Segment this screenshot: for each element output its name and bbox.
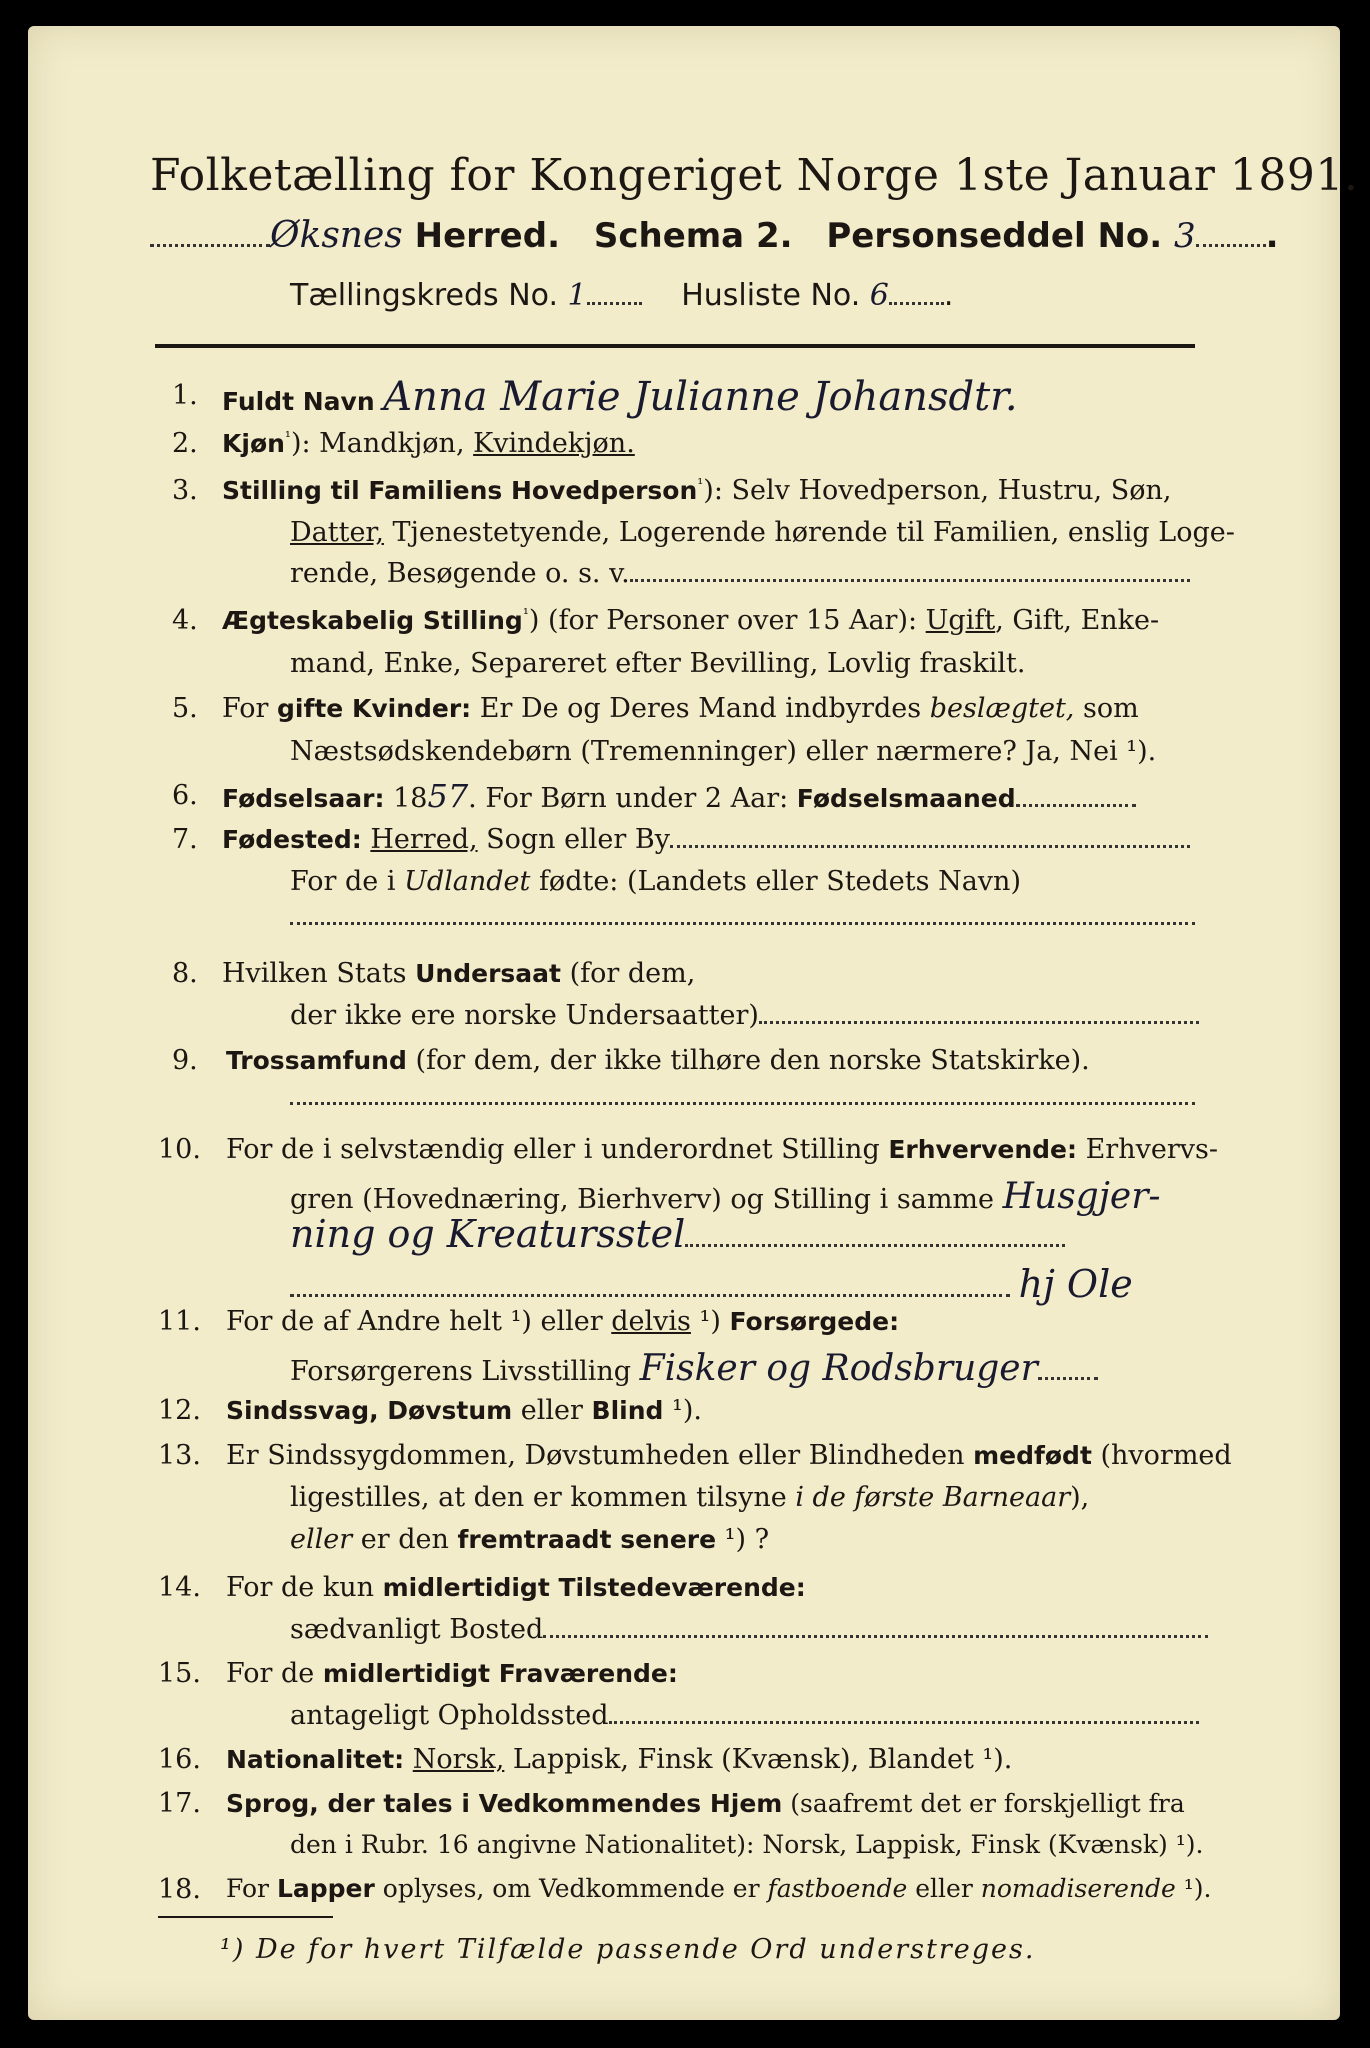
q13-number: 13. (158, 1440, 201, 1471)
q3-row-2: Datter, Tjenestetyende, Logerende hørende til Familien, enslig Loge- (290, 517, 1235, 548)
q3-number: 3. (172, 475, 198, 506)
q7-selected-herred: Herred, (370, 824, 478, 855)
q10-hand-3: hj Ole (1018, 1262, 1133, 1306)
q15-number: 15. (158, 1658, 201, 1689)
q11-row-2: Forsørgerens Livsstilling Fisker og Rodsbruger (290, 1348, 1098, 1389)
q3-selected-datter: Datter, (290, 517, 384, 548)
q5-row-2: Næstsødskendebørn (Tremenninger) eller nærmere? Ja, Nei ¹). (290, 736, 1157, 767)
taellingskreds-value: 1 (567, 278, 587, 313)
q14-row-1: For de kun midlertidigt Tilstedeværende: (226, 1572, 806, 1603)
q1-row (222, 374, 1018, 420)
q17-number: 17. (158, 1788, 201, 1819)
q17-row-1: Sprog, der tales i Vedkommendes Hjem (saafremt det er forskjelligt fra (226, 1789, 1185, 1818)
q11-row-1: For de af Andre helt ¹) eller delvis ¹) Forsørgede: (226, 1306, 900, 1337)
q10-row-4 (290, 1262, 1133, 1306)
q11-selected-delvis: delvis (611, 1306, 691, 1337)
q10-row-1: For de i selvstændig eller i underordnet Stilling Erhvervende: Erhvervs- (226, 1134, 1218, 1165)
q13-row-2: ligestilles, at den er kommen tilsyne i de første Barneaar), (290, 1482, 1090, 1513)
q4-selected-ugift: Ugift (925, 605, 996, 636)
q13-row-3: eller er den fremtraadt senere ¹) ? (290, 1524, 770, 1555)
q6-number: 6. (172, 780, 198, 811)
q15-row-1: For de midlertidigt Fraværende: (226, 1658, 678, 1689)
q15-row-2: antageligt Opholdssted (290, 1700, 1199, 1731)
q4-number: 4. (172, 605, 198, 636)
q14-row-2: sædvanligt Bosted (290, 1614, 1208, 1645)
q7-row-2: For de i Udlandet fødte: (Landets eller Stedets Navn) (290, 866, 1021, 897)
q1-name-value: Anna Marie Julianne Johansdtr. (383, 374, 1018, 420)
taellingskreds-label: Tællingskreds No. (290, 278, 558, 313)
q2-selected-kvindekjon: Kvindekjøn. (473, 428, 635, 459)
q10-number: 10. (158, 1134, 201, 1165)
footnote: ¹) De for hvert Tilfælde passende Ord understreges. (220, 1934, 1036, 1965)
taellingskreds-row: Tællingskreds No. 1 Husliste No. 6 . (290, 278, 954, 313)
q10-hand-2: ning og Kreatursstel (290, 1212, 686, 1256)
personseddel-label: Personseddel No. (826, 216, 1163, 256)
q3-row-3: rende, Besøgende o. s. v. (290, 558, 1190, 589)
herred-value: Øksnes (270, 215, 403, 256)
schema-label: Schema 2. (593, 216, 793, 256)
q7-number: 7. (172, 824, 198, 855)
personseddel-value: 3 (1174, 216, 1196, 256)
q6-year-value: 57 (427, 777, 469, 815)
q8-row-1: Hvilken Stats Undersaat (for dem, (222, 958, 696, 989)
q1-number: 1. (172, 380, 198, 411)
q3-row-1: Stilling til Familiens Hovedperson$^{^1}$): Selv Hovedperson, Hustru, Søn, (222, 475, 1172, 506)
q17-row-2: den i Rubr. 16 angivne Nationalitet): Norsk, Lappisk, Finsk (Kvænsk) ¹). (290, 1830, 1204, 1859)
q14-number: 14. (158, 1572, 201, 1603)
q4-row-1: Ægteskabelig Stilling$^{^1}$) (for Personer over 15 Aar): Ugift, Gift, Enke- (222, 605, 1160, 636)
form-title: Folketælling for Kongeriget Norge 1ste Januar 1891. (150, 150, 1359, 201)
q18-row: For Lapper oplyses, om Vedkommende er fastboende eller nomadiserende ¹). (226, 1874, 1212, 1903)
q1-label: Fuldt Navn (222, 387, 375, 416)
herred-row: Øksnes Herred. Schema 2. Personseddel No. 3 . (150, 215, 1279, 256)
husliste-label: Husliste No. (681, 278, 861, 313)
footnote-divider (158, 1916, 333, 1918)
q8-row-2: der ikke ere norske Undersaatter) (290, 1000, 1199, 1031)
q2-row: Kjøn$^{^1}$): Mandkjøn, Kvindekjøn. (222, 428, 635, 459)
q16-row: Nationalitet: Norsk, Lappisk, Finsk (Kvænsk), Blandet ¹). (226, 1744, 1013, 1775)
q2-number: 2. (172, 428, 198, 459)
q13-row-1: Er Sindssygdommen, Døvstumheden eller Blindheden medfødt (hvormed (226, 1440, 1232, 1471)
q16-selected-norsk: Norsk, (412, 1744, 505, 1775)
q4-row-2: mand, Enke, Separeret efter Bevilling, Lovlig fraskilt. (290, 648, 1026, 679)
herred-label: Herred. (414, 216, 560, 256)
q10-hand-1: Husgjer- (1002, 1176, 1161, 1217)
q11-hand-value: Fisker og Rodsbruger (639, 1348, 1038, 1389)
q7-row-1: Fødested: Herred, Sogn eller By (222, 824, 1190, 855)
husliste-value: 6 (869, 278, 889, 313)
q18-number: 18. (158, 1874, 201, 1905)
q6-row: Fødselsaar: 1857. For Børn under 2 Aar: Fødselsmaaned (222, 777, 1136, 815)
q10-row-3 (290, 1212, 1065, 1256)
q11-number: 11. (158, 1306, 201, 1337)
q8-number: 8. (172, 958, 198, 989)
q12-row: Sindssvag, Døvstum eller Blind ¹). (226, 1395, 702, 1426)
q16-number: 16. (158, 1744, 201, 1775)
q12-number: 12. (158, 1395, 201, 1426)
q10-row-2: gren (Hovednæring, Bierhverv) og Stilling i samme Husgjer- (290, 1176, 1161, 1217)
q5-number: 5. (172, 693, 198, 724)
q9-row: Trossamfund (for dem, der ikke tilhøre den norske Statskirke). (226, 1045, 1090, 1076)
q5-row-1: For gifte Kvinder: Er De og Deres Mand indbyrdes beslægtet, som (222, 693, 1139, 724)
header-divider (155, 344, 1195, 348)
q9-number: 9. (172, 1045, 198, 1076)
